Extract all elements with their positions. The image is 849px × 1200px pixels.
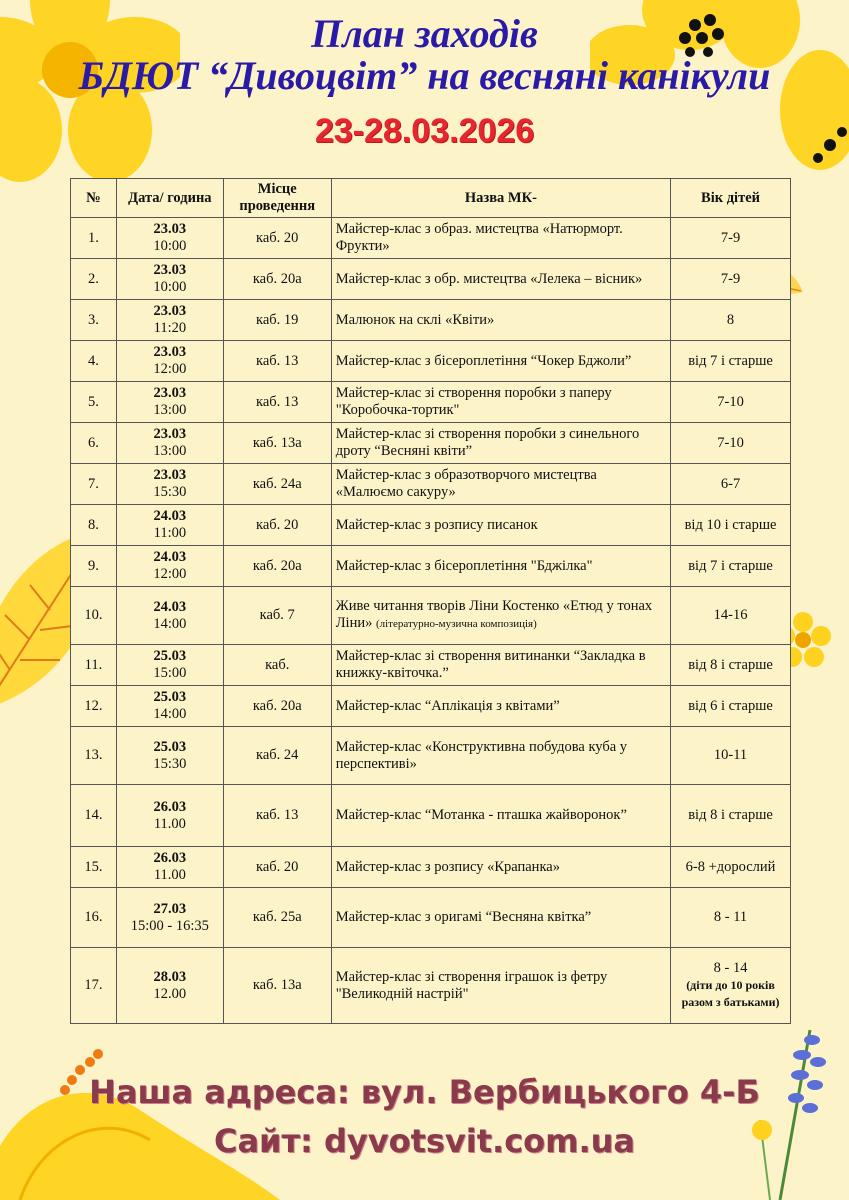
table-row xyxy=(71,645,791,686)
page-subtitle: БДЮТ “Дивоцвіт” на весняні канікули xyxy=(78,53,771,98)
row-age-cell xyxy=(671,341,791,382)
row-place: каб. 7 xyxy=(259,607,295,623)
row-date: 25.03 xyxy=(153,648,187,664)
row-place-cell xyxy=(223,546,331,587)
table-row xyxy=(71,218,791,259)
row-place-cell xyxy=(223,847,331,888)
row-datetime-cell xyxy=(116,847,223,888)
table-row xyxy=(71,423,791,464)
row-number-cell xyxy=(71,464,117,505)
row-datetime-cell xyxy=(116,645,223,686)
row-title: Майстер-клас “Аплікація з квітами” xyxy=(335,697,560,714)
row-title-cell xyxy=(331,686,670,727)
row-place-cell xyxy=(223,948,331,1024)
column-header-place: Місце проведення xyxy=(223,179,331,218)
row-place: каб. 24а xyxy=(252,475,302,492)
row-date: 24.03 xyxy=(153,598,187,615)
row-time: 11.00 xyxy=(153,815,186,832)
row-datetime-cell xyxy=(116,888,223,948)
row-place: каб. 25а xyxy=(252,909,302,925)
row-time: 10:00 xyxy=(153,279,187,295)
row-age: від 7 і старше xyxy=(688,557,773,574)
row-age: 8 - 11 xyxy=(713,909,748,925)
row-title: Майстер-клас зі створення поробки з синельного дроту “Весняні квіти” xyxy=(335,426,640,459)
row-date: 25.03 xyxy=(153,738,187,755)
row-age-cell xyxy=(671,888,791,948)
row-datetime-cell xyxy=(116,727,223,785)
row-age-cell xyxy=(671,727,791,785)
row-title-cell xyxy=(331,382,670,423)
row-time: 10:00 xyxy=(153,238,187,254)
row-place: каб. 19 xyxy=(256,311,299,328)
row-place-cell xyxy=(223,464,331,505)
row-place-cell xyxy=(223,888,331,948)
row-title: Майстер-клас «Конструктивна побудова куба у перспективі» xyxy=(335,738,628,772)
row-place-cell xyxy=(223,259,331,300)
row-number: 11. xyxy=(84,656,103,673)
row-time: 15:30 xyxy=(153,755,187,772)
row-age: від 6 і старше xyxy=(688,697,773,714)
row-number: 9. xyxy=(88,557,99,574)
row-time: 14:00 xyxy=(153,706,187,722)
row-datetime-cell xyxy=(116,785,223,847)
row-title: Майстер-клас з образотворчого мистецтва «Малюємо сакуру» xyxy=(335,467,597,500)
row-datetime-cell xyxy=(116,423,223,464)
table-header-row xyxy=(71,179,791,218)
row-date: 23.03 xyxy=(153,385,187,401)
row-number-cell xyxy=(71,218,117,259)
row-time: 15:00 - 16:35 xyxy=(130,917,209,934)
row-datetime-cell xyxy=(116,686,223,727)
row-title-cell xyxy=(331,847,670,888)
table-row xyxy=(71,546,791,587)
row-date: 23.03 xyxy=(153,221,187,237)
row-place: каб. 20 xyxy=(256,229,299,246)
row-age-cell xyxy=(671,686,791,727)
row-title-cell xyxy=(331,259,670,300)
table-row xyxy=(71,382,791,423)
row-number-cell xyxy=(71,645,117,686)
row-age-cell xyxy=(671,948,791,1024)
row-age: 7-9 xyxy=(720,229,741,246)
row-datetime-cell xyxy=(116,218,223,259)
row-number: 7. xyxy=(88,475,99,492)
row-number: 13. xyxy=(84,747,103,763)
row-title-note: (літературно-музична композиція) xyxy=(375,618,537,630)
row-place: каб. 20а xyxy=(252,270,302,287)
row-place-cell xyxy=(223,300,331,341)
address-text: Наша адреса: вул. Вербицького 4-Б xyxy=(89,1073,760,1111)
row-age: 14-16 xyxy=(713,607,748,623)
row-number-cell xyxy=(71,948,117,1024)
row-number-cell xyxy=(71,888,117,948)
row-time: 14:00 xyxy=(153,615,187,632)
row-time: 11:20 xyxy=(153,320,187,336)
row-date: 23.03 xyxy=(153,344,187,360)
row-title-cell xyxy=(331,423,670,464)
row-title-cell xyxy=(331,645,670,686)
row-title: Майстер-клас з розпису писанок xyxy=(335,516,538,533)
row-number: 1. xyxy=(88,229,99,246)
row-age: 7-10 xyxy=(717,434,744,451)
row-age-cell xyxy=(671,587,791,645)
row-date: 24.03 xyxy=(153,508,187,524)
row-datetime-cell xyxy=(116,300,223,341)
row-title: Майстер-клас “Мотанка - пташка жайворонок” xyxy=(335,807,627,823)
page-title: План заходів xyxy=(311,11,538,56)
row-date: 25.03 xyxy=(153,689,187,705)
row-place-cell xyxy=(223,587,331,645)
flower-bottom-left-icon xyxy=(0,1040,320,1200)
table-row xyxy=(71,686,791,727)
row-time: 13:00 xyxy=(153,402,187,418)
row-datetime-cell xyxy=(116,259,223,300)
row-number-cell xyxy=(71,727,117,785)
row-age-cell xyxy=(671,464,791,505)
row-title-cell xyxy=(331,464,670,505)
row-number-cell xyxy=(71,505,117,546)
row-place: каб. 13 xyxy=(256,807,299,823)
column-header-title: Назва МК- xyxy=(331,179,670,218)
row-time: 12.00 xyxy=(153,985,187,1002)
row-number: 17. xyxy=(84,977,103,993)
row-number: 3. xyxy=(88,311,99,328)
row-number-cell xyxy=(71,423,117,464)
row-place-cell xyxy=(223,505,331,546)
schedule-table xyxy=(70,178,791,1024)
column-header-number: № xyxy=(71,179,117,218)
row-datetime-cell xyxy=(116,948,223,1024)
row-title: Майстер-клас з бісероплетіння "Бджілка" xyxy=(335,557,593,574)
row-age: 8 xyxy=(726,311,735,328)
row-time: 15:30 xyxy=(153,484,187,500)
row-datetime-cell xyxy=(116,341,223,382)
row-number-cell xyxy=(71,382,117,423)
row-title: Майстер-клас з образ. мистецтва «Натюрморт. Фрукти» xyxy=(335,221,623,254)
row-number-cell xyxy=(71,341,117,382)
row-number: 6. xyxy=(88,434,99,451)
row-age-cell xyxy=(671,300,791,341)
table-row xyxy=(71,300,791,341)
row-title: Малюнок на склі «Квіти» xyxy=(335,311,495,328)
row-title: Майстер-клас з обр. мистецтва «Лелека – вісник» xyxy=(335,270,643,287)
row-place: каб. xyxy=(265,656,290,673)
row-number: 16. xyxy=(84,909,103,925)
row-place-cell xyxy=(223,686,331,727)
row-time: 12:00 xyxy=(153,566,187,582)
row-number: 4. xyxy=(88,352,99,369)
row-number: 8. xyxy=(88,516,99,533)
row-title-cell xyxy=(331,300,670,341)
row-number: 5. xyxy=(88,393,99,410)
row-datetime-cell xyxy=(116,382,223,423)
row-age: від 8 і старше xyxy=(688,807,773,823)
row-age-cell xyxy=(671,259,791,300)
table-row xyxy=(71,727,791,785)
row-age-cell xyxy=(671,645,791,686)
row-date: 26.03 xyxy=(153,850,187,866)
row-date: 23.03 xyxy=(153,426,187,442)
table-row xyxy=(71,948,791,1024)
row-number-cell xyxy=(71,546,117,587)
row-date: 23.03 xyxy=(153,303,187,319)
row-age-note: (діти до 10 років разом з батьками) xyxy=(681,978,780,1009)
row-place: каб. 20 xyxy=(256,858,299,875)
row-datetime-cell xyxy=(116,587,223,645)
row-number-cell xyxy=(71,300,117,341)
row-age: 6-7 xyxy=(720,475,741,492)
row-age: від 8 і старше xyxy=(688,656,773,673)
row-title-cell xyxy=(331,587,670,645)
row-number-cell xyxy=(71,847,117,888)
row-date: 24.03 xyxy=(153,549,187,565)
row-number-cell xyxy=(71,259,117,300)
row-title-cell xyxy=(331,948,670,1024)
table-row xyxy=(71,341,791,382)
row-datetime-cell xyxy=(116,505,223,546)
row-place-cell xyxy=(223,341,331,382)
table-row xyxy=(71,464,791,505)
row-age-cell xyxy=(671,423,791,464)
row-datetime-cell xyxy=(116,546,223,587)
row-title-cell xyxy=(331,727,670,785)
row-title: Майстер-клас зі створення поробки з паперу "Коробочка-тортик" xyxy=(335,385,612,418)
row-time: 15:00 xyxy=(153,665,187,681)
table-row xyxy=(71,259,791,300)
row-title-cell xyxy=(331,218,670,259)
row-place: каб. 20 xyxy=(256,516,299,533)
row-number-cell xyxy=(71,587,117,645)
row-title: Майстер-клас з бісероплетіння “Чокер Бджоли” xyxy=(335,352,632,369)
website-text: Сайт: dyvotsvit.com.ua xyxy=(213,1122,636,1160)
row-age-cell xyxy=(671,505,791,546)
row-title: Живе читання творів Ліни Костенко «Етюд у тонах Ліни» xyxy=(335,598,653,631)
row-number: 15. xyxy=(84,858,103,875)
row-title: Майстер-клас зі створення витинанки “Закладка в книжку-квіточка.” xyxy=(335,648,646,681)
row-place: каб. 13 xyxy=(256,352,299,369)
row-title: Майстер-клас зі створення іграшок із фетру "Великодній настрій" xyxy=(335,968,608,1002)
table-row xyxy=(71,785,791,847)
row-age: 6-8 +дорослий xyxy=(685,858,776,875)
row-number-cell xyxy=(71,785,117,847)
row-title-cell xyxy=(331,546,670,587)
column-header-date: Дата/ година xyxy=(116,179,223,218)
row-datetime-cell xyxy=(116,464,223,505)
row-number: 14. xyxy=(84,807,103,823)
row-date: 27.03 xyxy=(153,900,187,917)
row-age-cell xyxy=(671,382,791,423)
row-age: 7-10 xyxy=(717,393,744,410)
row-title-cell xyxy=(331,785,670,847)
table-row xyxy=(71,847,791,888)
row-date: 23.03 xyxy=(153,467,187,483)
row-number: 2. xyxy=(88,270,99,287)
row-age: від 10 і старше xyxy=(684,516,777,533)
row-age-cell xyxy=(671,546,791,587)
row-place: каб. 13 xyxy=(256,393,299,410)
row-title-cell xyxy=(331,888,670,948)
row-title-cell xyxy=(331,505,670,546)
row-time: 11:00 xyxy=(153,525,187,541)
row-time: 12:00 xyxy=(153,361,187,377)
row-place-cell xyxy=(223,218,331,259)
row-place-cell xyxy=(223,785,331,847)
table-row xyxy=(71,587,791,645)
row-time: 11.00 xyxy=(153,867,186,883)
row-time: 13:00 xyxy=(153,443,187,459)
row-place: каб. 20а xyxy=(252,697,302,714)
row-age-cell xyxy=(671,785,791,847)
row-date: 23.03 xyxy=(153,262,187,278)
row-age: від 7 і старше xyxy=(688,352,773,369)
row-place: каб. 13а xyxy=(252,977,302,993)
row-age: 10-11 xyxy=(713,747,748,763)
row-date: 28.03 xyxy=(153,968,187,985)
row-place: каб. 20а xyxy=(252,557,302,574)
table-row xyxy=(71,888,791,948)
row-number-cell xyxy=(71,686,117,727)
row-age-cell xyxy=(671,847,791,888)
row-date: 26.03 xyxy=(153,798,187,815)
row-place-cell xyxy=(223,645,331,686)
row-title: Майстер-клас з оригамі “Весняна квітка” xyxy=(335,909,592,925)
table-row xyxy=(71,505,791,546)
row-age: 7-9 xyxy=(720,270,741,287)
row-place-cell xyxy=(223,423,331,464)
event-dates: 23-28.03.2026 xyxy=(314,112,535,150)
row-number: 12. xyxy=(84,697,103,714)
row-place-cell xyxy=(223,727,331,785)
row-place: каб. 24 xyxy=(256,747,299,763)
row-age-cell xyxy=(671,218,791,259)
row-title: Майстер-клас з розпису «Крапанка» xyxy=(335,858,560,875)
row-number: 10. xyxy=(84,607,103,623)
row-title-cell xyxy=(331,341,670,382)
column-header-age: Вік дітей xyxy=(671,179,791,218)
row-age: 8 - 14 xyxy=(713,960,748,976)
row-place: каб. 13а xyxy=(252,434,302,451)
row-place-cell xyxy=(223,382,331,423)
